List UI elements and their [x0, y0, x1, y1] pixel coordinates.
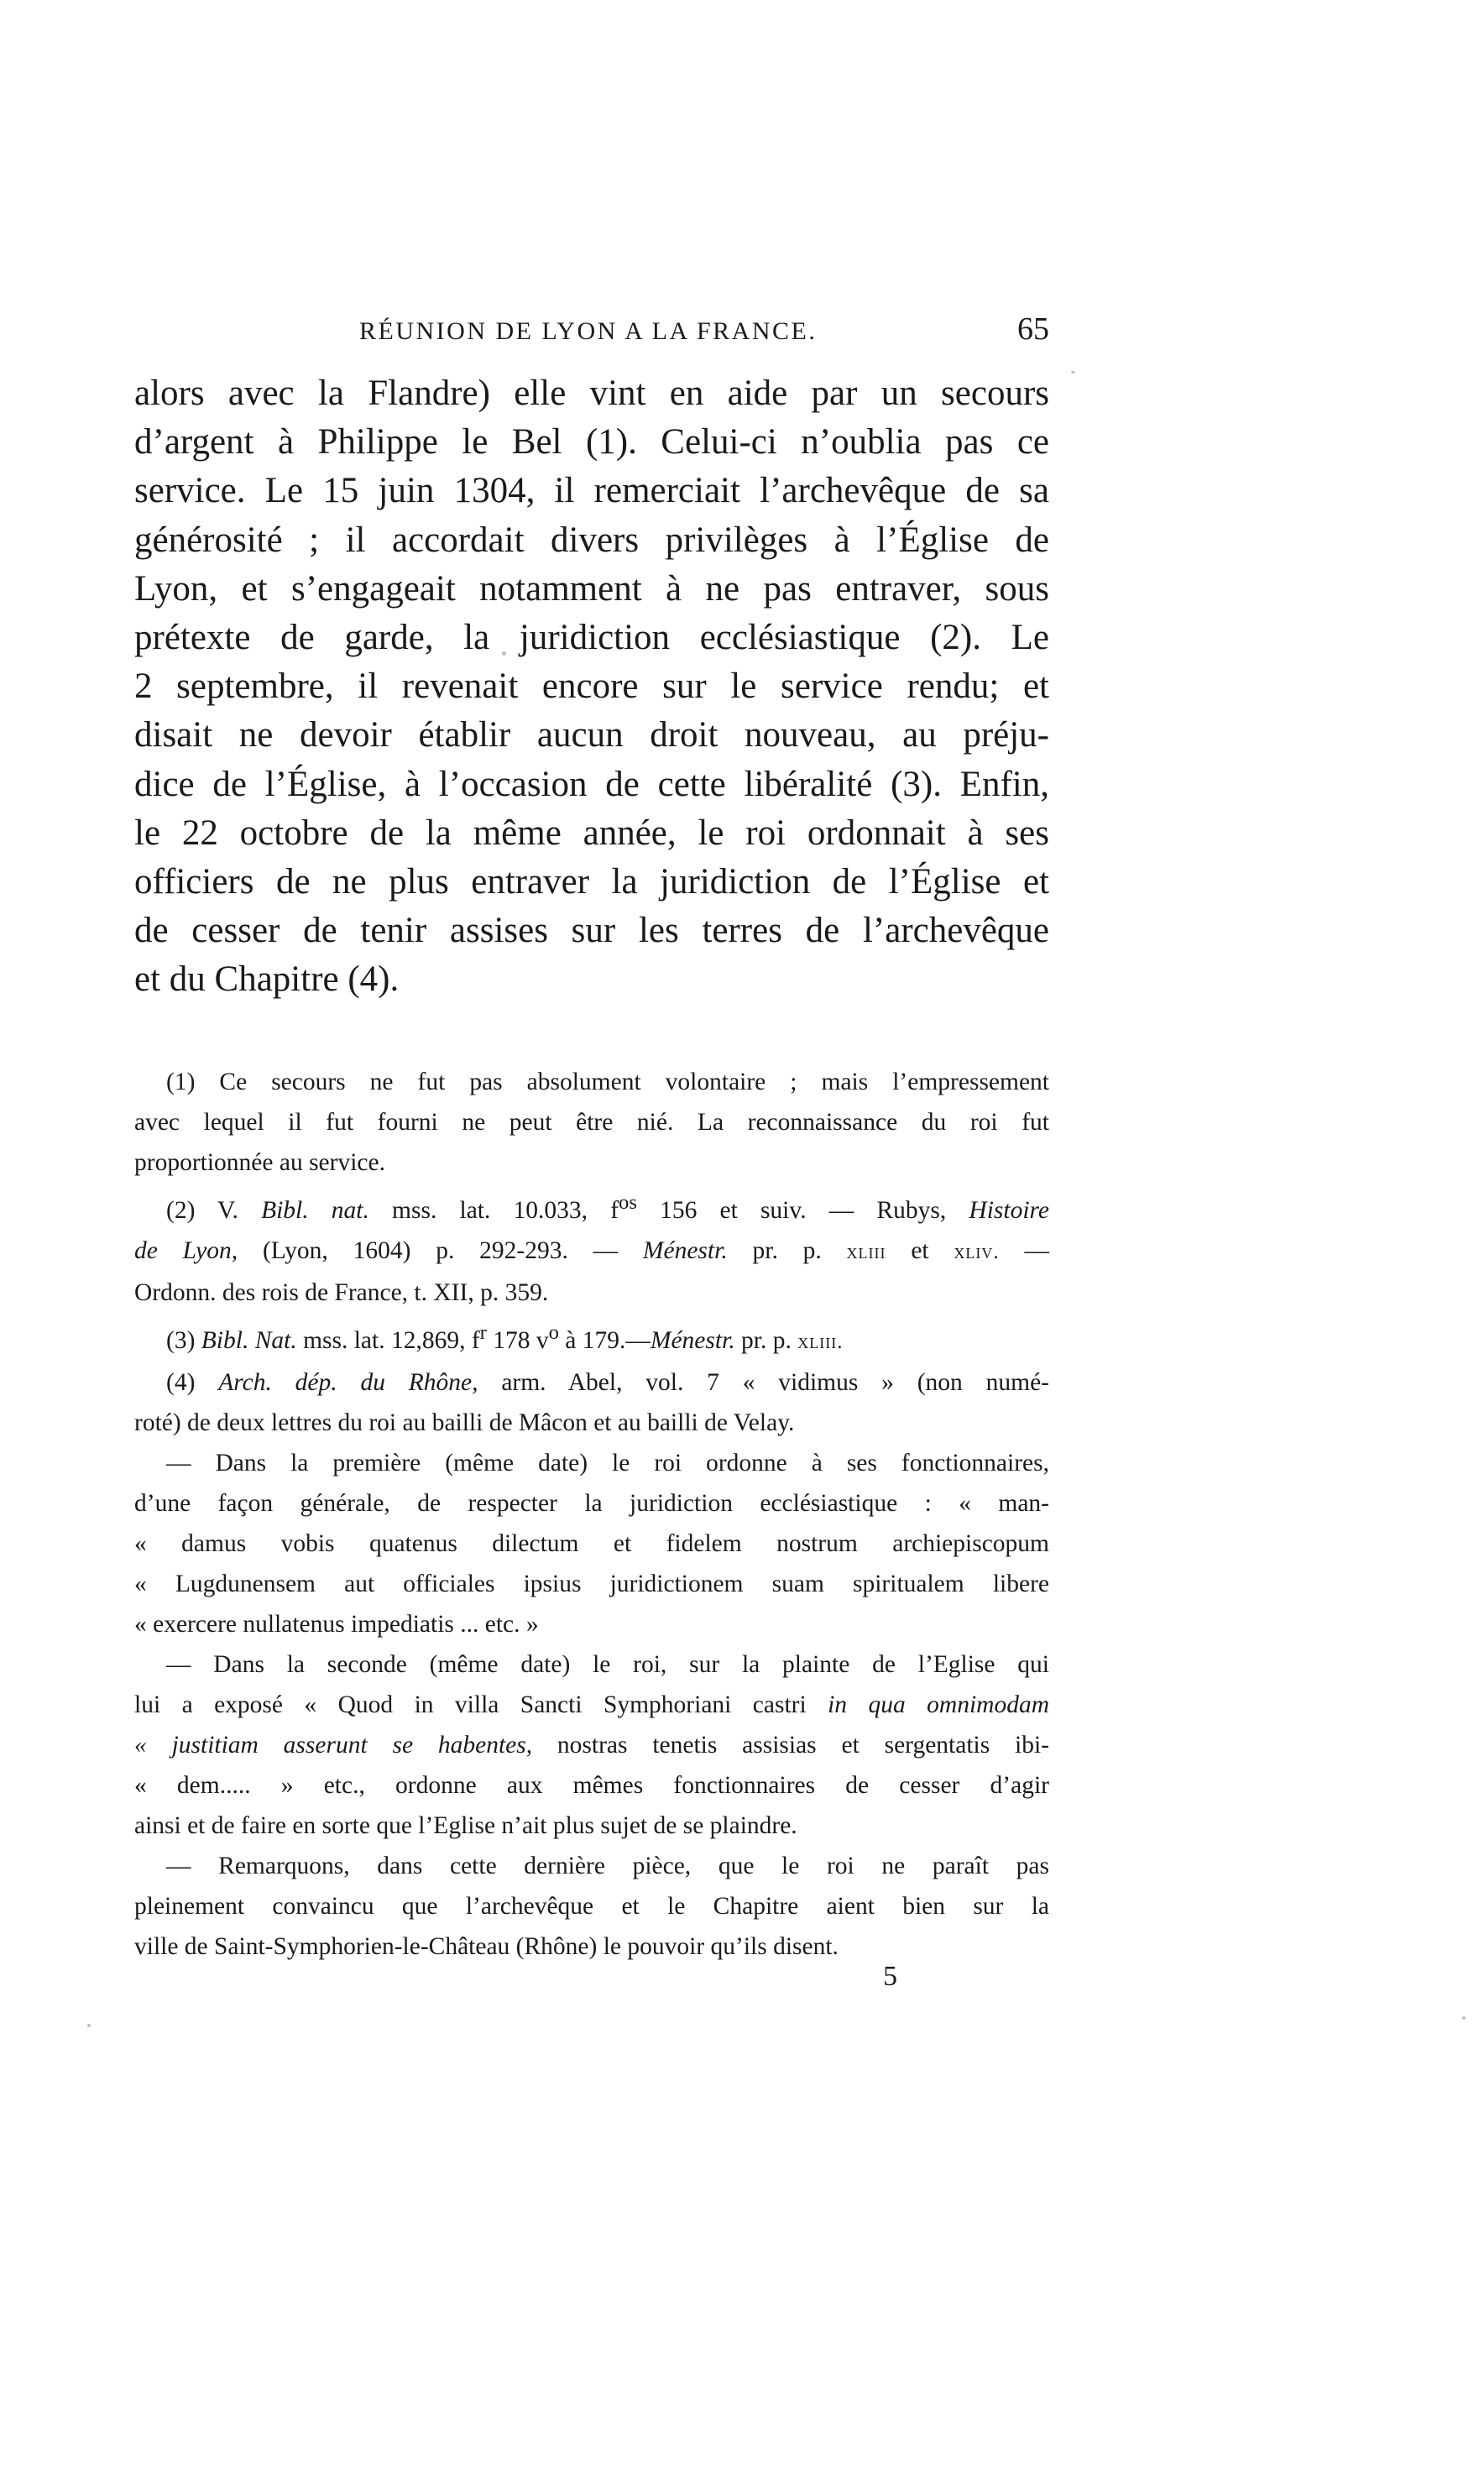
- fn-source-italic: Arch. dép. du Rhône,: [218, 1368, 478, 1396]
- fn-roman-numeral: xliii: [846, 1240, 886, 1263]
- fn-text: (2) V.: [166, 1196, 262, 1224]
- fn-text: lui a exposé « Quod in villa Sancti Symphoriani castri: [134, 1691, 828, 1718]
- page-number: 65: [1017, 311, 1049, 347]
- scan-speck: [1462, 2016, 1466, 2020]
- scan-speck: [1071, 371, 1075, 374]
- fn-latin-italic: « justitiam asserunt se habentes,: [134, 1731, 533, 1759]
- fn-text: nostras tenetis assisias et sergentatis ibi-: [532, 1731, 1049, 1759]
- fn-text: (Lyon, 1604) p. 292-293. —: [238, 1236, 643, 1264]
- text-line: et du Chapitre (4).: [134, 959, 400, 1000]
- fn-text: arm. Abel, vol. 7 « vidimus » (non numé-: [478, 1368, 1049, 1396]
- footnote-para-line: « damus vobis quatenus dilectum et fidelem nostrum archiepiscopum: [134, 1529, 1049, 1557]
- text-line: générosité ; il accordait divers privilèges à l’Église de: [134, 520, 1049, 560]
- fn-text: 178 v: [486, 1326, 549, 1354]
- text-line: prétexte de garde, la juridiction ecclésiastique (2). Le: [134, 618, 1049, 658]
- fn-title-italic: Histoire: [969, 1196, 1049, 1224]
- footnote-para-line: [134, 1685, 1049, 1725]
- footnote-para-line: ville de Saint-Symphorien-le-Château (Rhône) le pouvoir qu’ils disent.: [134, 1932, 839, 1960]
- footnote-para-line: « Lugdunensem aut officiales ipsius juridictionem suam spiritualem libere: [134, 1570, 1049, 1597]
- fn-text: pr. p.: [734, 1326, 798, 1354]
- fn-text: (4): [166, 1368, 219, 1396]
- signature-mark: 5: [883, 1961, 897, 1992]
- text-line: Lyon, et s’engageait notamment à ne pas entraver, sous: [134, 568, 1049, 609]
- text-line: de cesser de tenir assises sur les terres de l’archevêque: [134, 911, 1049, 951]
- footnote-para-line: [134, 1725, 1049, 1765]
- footnote-2-line: Ordonn. des rois de France, t. XII, p. 359.: [134, 1278, 549, 1306]
- footnote-para-line: ainsi et de faire en sorte que l’Eglise n’ait plus sujet de se plaindre.: [134, 1811, 797, 1839]
- text-line: officiers de ne plus entraver la juridiction de l’Église et: [134, 862, 1049, 902]
- main-text: [134, 369, 1049, 1005]
- footnote-para-line: « dem..... » etc., ordonne aux mêmes fonctionnaires de cesser d’agir: [134, 1771, 1049, 1799]
- fn-latin-italic: in qua omnimodam: [828, 1691, 1049, 1718]
- fn-source-italic: Ménestr.: [642, 1236, 728, 1264]
- fn-roman-numeral: xliii.: [797, 1330, 844, 1353]
- fn-text: mss. lat. 10.033, f: [368, 1196, 619, 1224]
- fn-text: —: [999, 1236, 1049, 1264]
- scan-speck: [87, 2024, 91, 2027]
- footnote-1-line: proportionnée au service.: [134, 1149, 385, 1176]
- fn-title-italic: de Lyon,: [134, 1236, 238, 1264]
- footnote-3-line: [134, 1313, 1049, 1362]
- footnote-2-line: [134, 1183, 1049, 1231]
- fn-source-italic: Bibl. nat.: [261, 1196, 369, 1224]
- text-line: disait ne devoir établir aucun droit nouveau, au préju-: [134, 715, 1049, 755]
- footnote-para-line: — Dans la première (même date) le roi ordonne à ses fonctionnaires,: [166, 1449, 1049, 1477]
- fn-superscript: o: [548, 1320, 559, 1344]
- footnote-para-line: d’une façon générale, de respecter la juridiction ecclésiastique : « man-: [134, 1489, 1049, 1517]
- text-line: le 22 octobre de la même année, le roi ordonnait à ses: [134, 813, 1049, 853]
- running-head: [134, 311, 1049, 359]
- text-line: 2 septembre, il revenait encore sur le service rendu; et: [134, 666, 1049, 707]
- fn-text: (3): [166, 1326, 201, 1354]
- fn-text: et: [886, 1236, 954, 1264]
- footnote-para-line: « exercere nullatenus impediatis ... etc. »: [134, 1610, 539, 1638]
- footnote-2-line: [134, 1231, 1049, 1273]
- fn-roman-numeral: xliv.: [954, 1240, 1000, 1263]
- footnote-1-line: avec lequel il fut fourni ne peut être nié. La reconnaissance du roi fut: [134, 1109, 1049, 1136]
- fn-text: à 179.—: [558, 1326, 651, 1354]
- footnote-para-line: — Dans la seconde (même date) le roi, sur la plainte de l’Eglise qui: [166, 1650, 1049, 1678]
- fn-source-italic: Bibl. Nat.: [201, 1326, 297, 1354]
- running-title: RÉUNION DE LYON A LA FRANCE.: [359, 317, 818, 345]
- footnote-1-line: (1) Ce secours ne fut pas absolument volontaire ; mais l’empressement: [166, 1069, 1049, 1095]
- footnotes: [134, 1062, 1049, 1967]
- fn-source-italic: Ménestr.: [650, 1326, 735, 1354]
- footnote-4-line: [134, 1362, 1049, 1403]
- text-line: alors avec la Flandre) elle vint en aide par un secours: [134, 374, 1049, 413]
- text-line: d’argent à Philippe le Bel (1). Celui-ci n’oublia pas ce: [134, 422, 1049, 463]
- fn-text: mss. lat. 12,869, f: [296, 1326, 480, 1354]
- footnote-4-line: roté) de deux lettres du roi au bailli de Mâcon et au bailli de Velay.: [134, 1409, 795, 1436]
- fn-text: 156 et suiv. — Rubys,: [636, 1196, 969, 1224]
- footnote-para-line: — Remarquons, dans cette dernière pièce, que le roi ne paraît pas: [166, 1852, 1049, 1879]
- text-line: service. Le 15 juin 1304, il remerciait l’archevêque de sa: [134, 471, 1049, 511]
- text-line: dice de l’Église, à l’occasion de cette libéralité (3). Enfin,: [134, 764, 1049, 804]
- footnote-para-line: pleinement convaincu que l’archevêque et le Chapitre aient bien sur la: [134, 1892, 1049, 1920]
- fn-superscript: os: [619, 1191, 637, 1214]
- fn-superscript: r: [479, 1320, 487, 1344]
- fn-text: pr. p.: [727, 1236, 847, 1264]
